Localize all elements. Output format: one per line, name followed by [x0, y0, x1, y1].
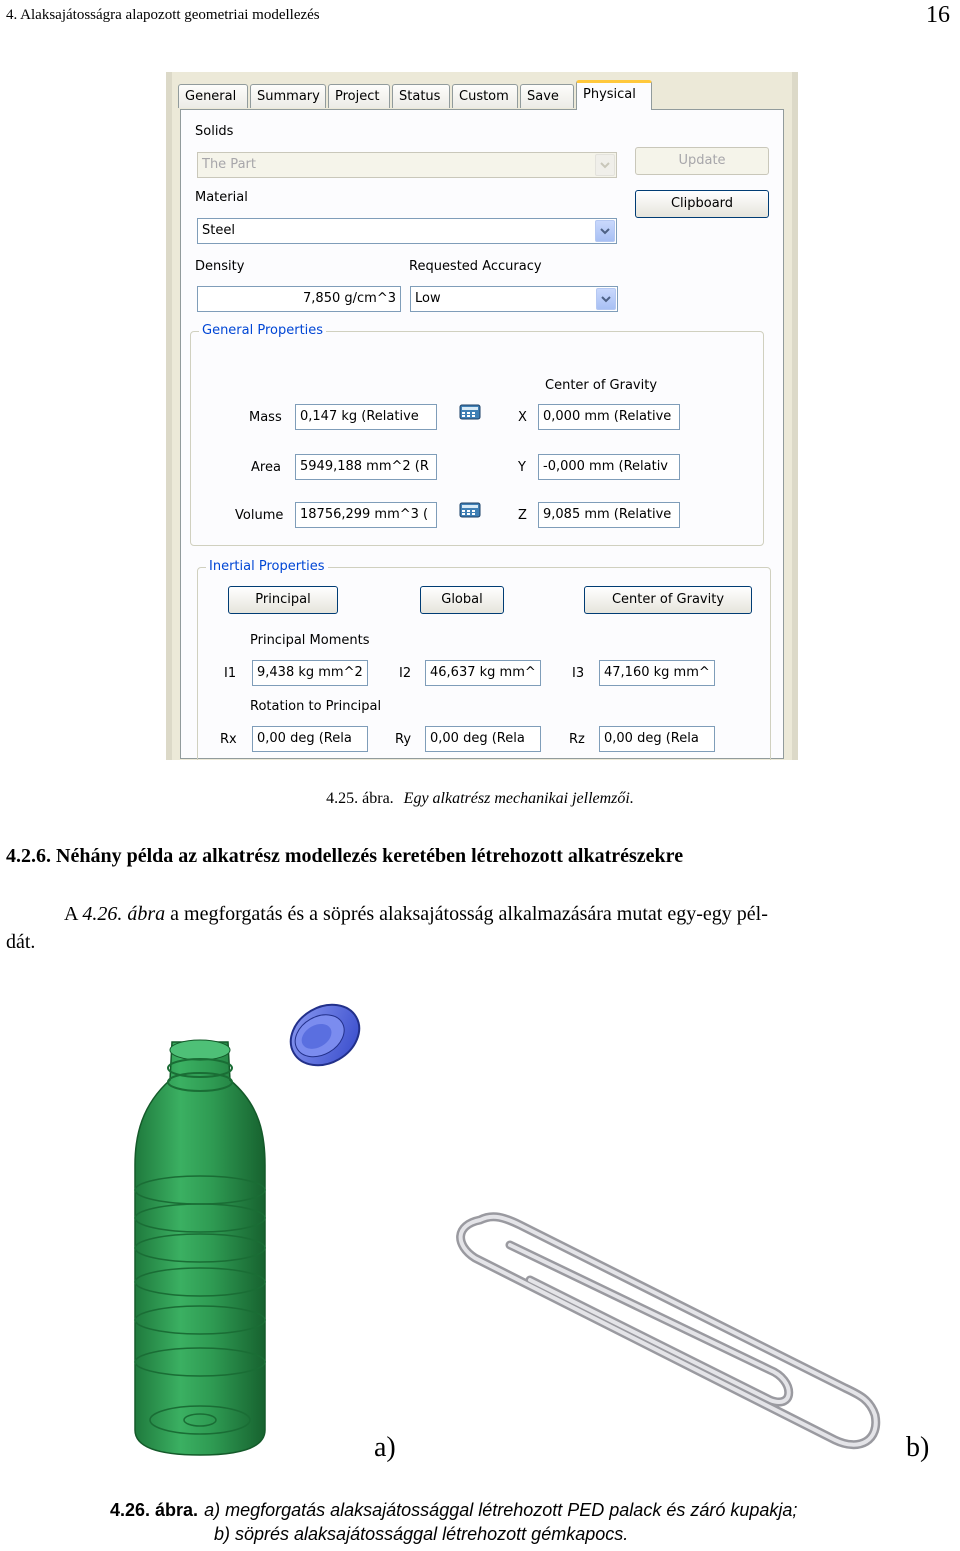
accuracy-select[interactable] — [410, 286, 618, 312]
accuracy-label: Requested Accuracy — [409, 259, 542, 274]
principal-button[interactable]: Principal — [228, 586, 338, 614]
i2-label: I2 — [399, 666, 412, 681]
figure-caption-4-25 — [0, 790, 960, 808]
calculator-icon[interactable] — [459, 404, 481, 420]
i1-field[interactable]: 9,438 kg mm^2 — [252, 660, 368, 686]
caption2-line-1 — [110, 1500, 797, 1521]
volume-label: Volume — [235, 508, 284, 523]
cog-z-field[interactable]: 9,085 mm (Relative — [538, 502, 680, 528]
rz-label: Rz — [569, 732, 585, 747]
caption-number: 4.25. ábra. — [326, 790, 394, 807]
cog-y-field[interactable]: -0,000 mm (Relativ — [538, 454, 680, 480]
page-header — [0, 0, 960, 34]
i1-label: I1 — [224, 666, 237, 681]
paperclip-figure — [450, 1200, 890, 1460]
general-properties-title: General Properties — [199, 323, 326, 338]
bottle-body — [135, 1040, 265, 1455]
chevron-down-icon[interactable] — [595, 220, 615, 242]
calculator-icon[interactable] — [459, 502, 481, 518]
clipboard-button[interactable]: Clipboard — [635, 190, 769, 218]
i3-field[interactable]: 47,160 kg mm^ — [599, 660, 715, 686]
inertial-properties-group — [197, 559, 771, 760]
z-label: Z — [518, 508, 527, 523]
properties-dialog — [166, 72, 798, 760]
chevron-down-icon[interactable] — [595, 154, 615, 176]
material-select[interactable] — [197, 218, 617, 244]
bottle-cap — [280, 993, 370, 1077]
tab-general[interactable]: General — [178, 84, 248, 108]
caption2-text-1: a) megforgatás alaksajátossággal létrehozott PED palack és záró kupakja; — [204, 1500, 798, 1520]
i3-label: I3 — [572, 666, 585, 681]
update-button[interactable]: Update — [635, 147, 769, 175]
tab-summary[interactable]: Summary — [250, 84, 326, 108]
tab-custom[interactable]: Custom — [452, 84, 518, 108]
solids-select[interactable] — [197, 152, 617, 178]
section-heading: 4.2.6. Néhány példa az alkatrész modellezés keretében létrehozott alkatrészekre — [6, 845, 684, 867]
figure-label-b: b) — [906, 1432, 930, 1463]
chapter-title: 4. Alaksajátosságra alapozott geometriai modellezés — [6, 7, 320, 23]
principal-moments-label: Principal Moments — [250, 633, 370, 648]
x-label: X — [518, 410, 527, 425]
paragraph-line-2: dát. — [6, 931, 36, 953]
tab-save[interactable]: Save — [520, 84, 574, 108]
solids-select-value: The Part — [202, 157, 256, 172]
center-of-gravity-button[interactable]: Center of Gravity — [584, 586, 752, 614]
material-select-value: Steel — [202, 223, 235, 238]
figure-reference: 4.26. ábra — [82, 903, 166, 925]
caption2-number: 4.26. ábra. — [110, 1500, 199, 1520]
rotation-label: Rotation to Principal — [250, 699, 382, 714]
paperclip-wire — [461, 1217, 876, 1445]
material-label: Material — [195, 190, 248, 205]
i2-field[interactable]: 46,637 kg mm^ — [425, 660, 541, 686]
chevron-down-icon[interactable] — [596, 288, 616, 310]
caption2-text-2: b) söprés alaksajátossággal létrehozott gémkapocs. — [214, 1524, 629, 1544]
figure-label-a: a) — [374, 1432, 396, 1463]
tab-strip — [178, 82, 778, 110]
inertial-properties-title: Inertial Properties — [206, 559, 328, 574]
area-field[interactable]: 5949,188 mm^2 (R — [295, 454, 437, 480]
cog-title: Center of Gravity — [545, 378, 658, 393]
y-label: Y — [518, 460, 526, 475]
accuracy-select-value: Low — [415, 291, 441, 306]
tab-physical[interactable]: Physical — [576, 80, 652, 110]
mass-field[interactable]: 0,147 kg (Relative — [295, 404, 437, 430]
density-label: Density — [195, 259, 245, 274]
dialog-edge-right — [792, 72, 798, 760]
para-rest: a megforgatás és a söprés alaksajátosság alkalmazására mutat egy-egy pél- — [165, 903, 768, 925]
global-button[interactable]: Global — [420, 586, 504, 614]
area-label: Area — [251, 460, 281, 475]
ry-field[interactable]: 0,00 deg (Rela — [425, 726, 541, 752]
ry-label: Ry — [395, 732, 412, 747]
dialog-edge-left — [166, 72, 172, 760]
caption2-line-2 — [214, 1524, 628, 1545]
tab-status[interactable]: Status — [392, 84, 450, 108]
caption-text: Egy alkatrész mechanikai jellemzői. — [403, 790, 634, 807]
para-prefix: A — [64, 903, 83, 925]
rx-field[interactable]: 0,00 deg (Rela — [252, 726, 368, 752]
tab-project[interactable]: Project — [328, 84, 390, 108]
mass-label: Mass — [249, 410, 282, 425]
volume-field[interactable]: 18756,299 mm^3 ( — [295, 502, 437, 528]
density-field[interactable]: 7,850 g/cm^3 — [197, 286, 401, 312]
page-number: 16 — [926, 2, 950, 28]
bottle-figure — [120, 990, 380, 1460]
physical-tab-page — [180, 109, 784, 759]
rz-field[interactable]: 0,00 deg (Rela — [599, 726, 715, 752]
general-properties-group — [190, 323, 764, 546]
rx-label: Rx — [220, 732, 237, 747]
paragraph-line-1 — [64, 903, 768, 926]
solids-label: Solids — [195, 124, 234, 139]
cog-x-field[interactable]: 0,000 mm (Relative — [538, 404, 680, 430]
